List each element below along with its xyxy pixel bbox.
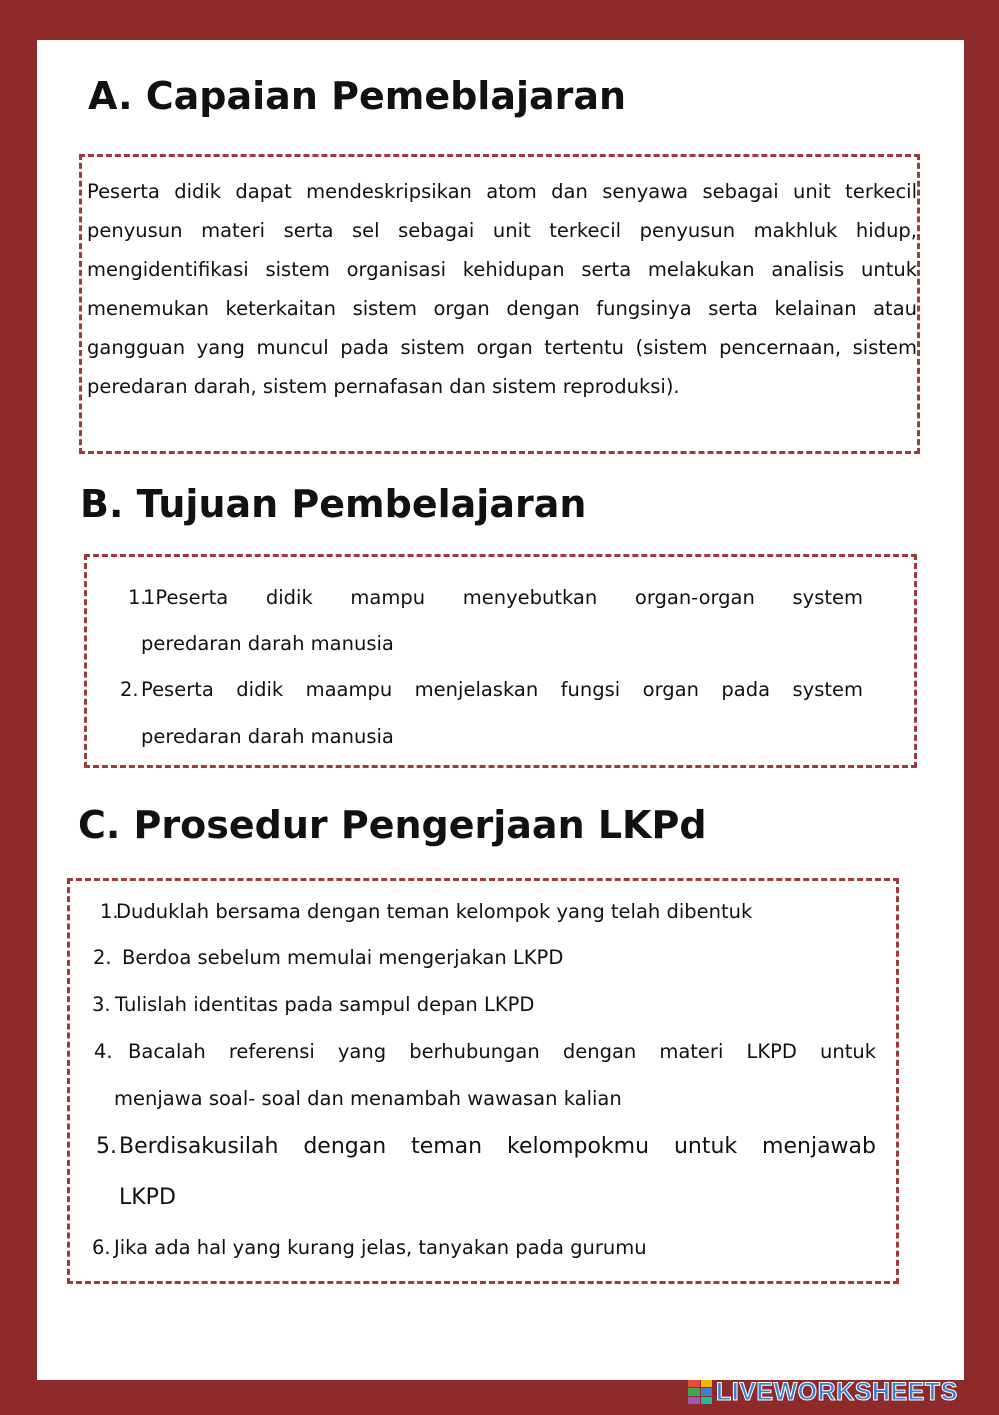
step-2-number: 2. <box>93 946 112 969</box>
objective-1-number: 1. <box>128 586 147 609</box>
liveworksheets-logo[interactable] <box>688 1378 958 1406</box>
step-1-text: Duduklah bersama dengan teman kelompok yang telah dibentuk <box>116 900 753 923</box>
step-2-text: Berdoa sebelum memulai mengerjakan LKPD <box>122 946 564 969</box>
step-6-number: 6. <box>92 1236 111 1259</box>
step-3-text: Tulislah identitas pada sampul depan LKPD <box>115 993 535 1016</box>
objective-1-text: 1Peserta didik mampu menyebutkan organ-organ system <box>143 586 863 609</box>
section-a-title: A. Capaian Pemeblajaran <box>88 74 627 118</box>
section-c-title: C. Prosedur Pengerjaan LKPd <box>78 803 707 847</box>
section-c-box <box>67 878 899 1284</box>
section-b-title: B. Tujuan Pembelajaran <box>80 482 587 526</box>
liveworksheets-badge-icon <box>688 1380 712 1404</box>
liveworksheets-wordmark: LIVEWORKSHEETS <box>716 1377 958 1406</box>
step-5-number: 5. <box>96 1134 117 1159</box>
step-5-text: Berdisakusilah dengan teman kelompokmu untuk menjawab <box>119 1134 876 1159</box>
objective-2-number: 2. <box>120 678 139 701</box>
step-6-text: Jika ada hal yang kurang jelas, tanyakan pada gurumu <box>114 1236 647 1259</box>
objective-2-text-cont: peredaran darah manusia <box>141 725 394 748</box>
step-4-text: Bacalah referensi yang berhubungan dengan materi LKPD untuk <box>128 1040 876 1063</box>
step-4-text-cont: menjawa soal- soal dan menambah wawasan kalian <box>114 1087 622 1110</box>
step-3-number: 3. <box>92 993 111 1016</box>
step-4-number: 4. <box>94 1040 113 1063</box>
step-1-number: 1. <box>100 900 119 923</box>
objective-2-text: Peserta didik maampu menjelaskan fungsi organ pada system <box>141 678 863 701</box>
objective-1-text-cont: peredaran darah manusia <box>141 632 394 655</box>
section-a-body: Peserta didik dapat mendeskripsikan atom dan senyawa sebagai unit terkecil penyusun materi serta sel sebagai unit terkecil penyusun makhluk hidup, mengidentifikasi sistem organisasi kehidupan serta melakukan analisis untuk menemukan keterkaitan sistem organ dengan fungsinya serta kelainan atau gangguan yang muncul pada sistem organ tertentu (sistem pencernaan, sistem peredaran darah, sistem pernafasan dan sistem reproduksi). <box>87 180 917 398</box>
step-5-text-cont: LKPD <box>119 1185 176 1210</box>
